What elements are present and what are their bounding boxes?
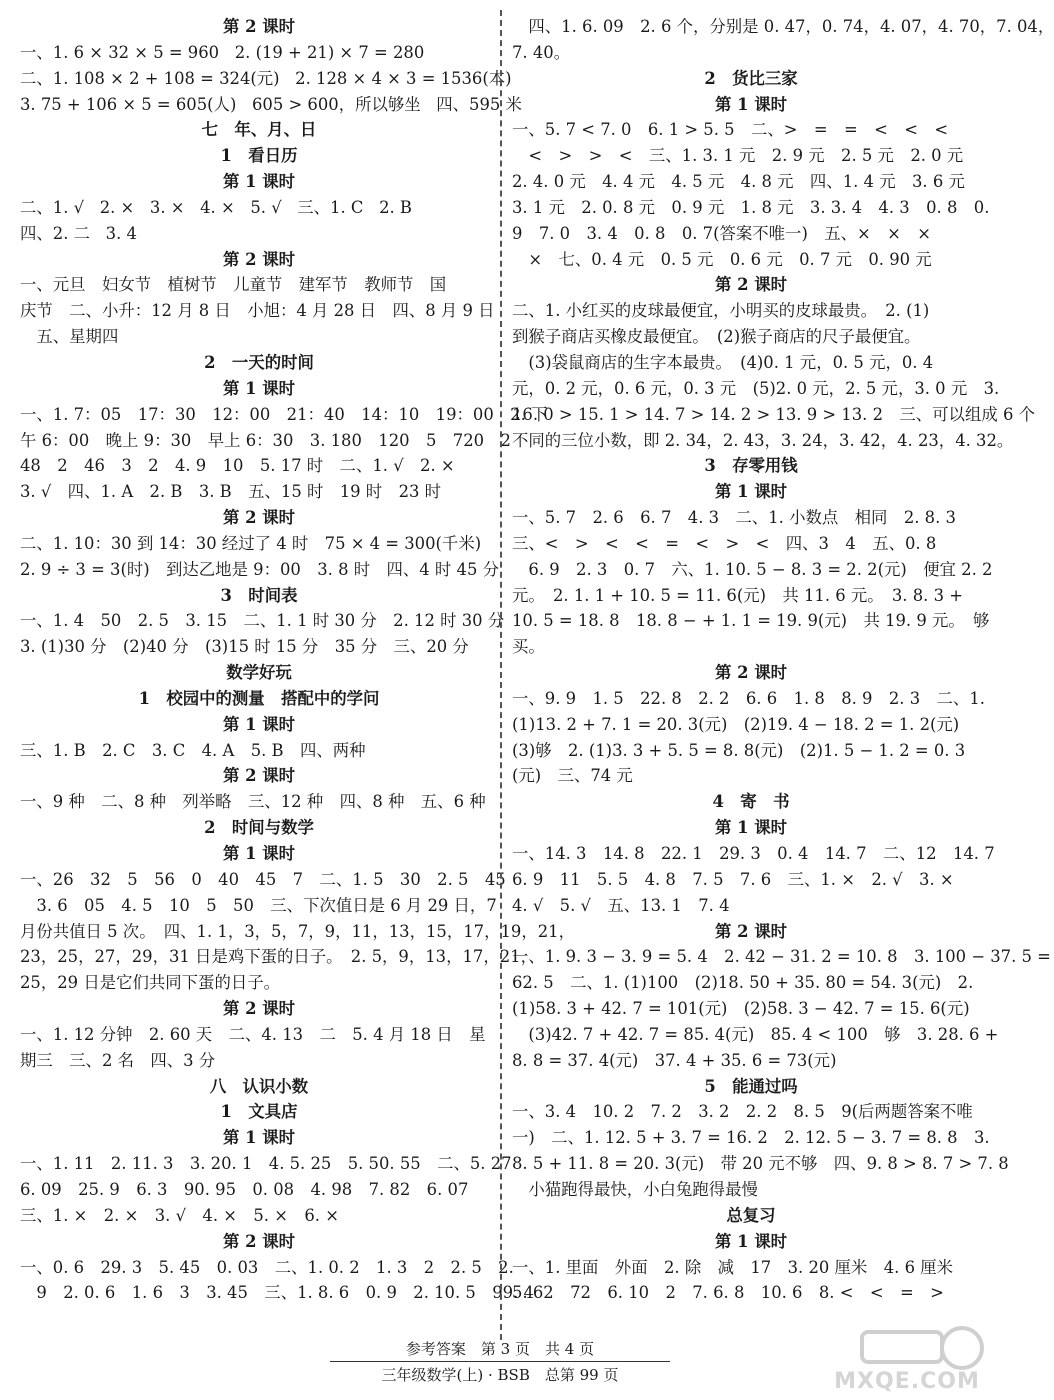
answer-line: 四、1. 6. 09 2. 6 个，分别是 0. 47，0. 74，4. 07，4. 70，7. 04， (512, 17, 1054, 36)
answer-line: 一、3. 4 10. 2 7. 2 3. 2 2. 2 8. 5 9(后两题答案不唯 (512, 1102, 973, 1122)
answer-line: 8. 8 = 37. 4(元) 37. 4 + 35. 6 = 73(元) (512, 1050, 837, 1070)
answer-line: 二、1. 10：30 到 14：30 经过了 4 时 75 × 4 = 300(千米) (20, 533, 482, 553)
answer-line: < > > < 三、1. 3. 1 元 2. 9 元 2. 5 元 2. 0 元 (512, 146, 964, 166)
answer-line: 62. 5 二、1. (1)100 (2)18. 50 + 35. 80 = 54. 3(元) 2. (512, 973, 974, 993)
section-heading: 1 校园中的测量 搭配中的学问 (138, 688, 380, 708)
section-heading: 第 2 课时 (715, 663, 787, 683)
answer-line: 9 7. 0 3. 4 0. 8 0. 7(答案不唯一) 五、× × × (512, 223, 931, 243)
column-divider (500, 10, 502, 1340)
page-footer-subtitle: 三年级数学(上) · BSB 总第 99 页 (381, 1366, 619, 1384)
answer-line: 四、2. 二 3. 4 (20, 223, 137, 243)
answer-line: 3. 1 元 2. 0. 8 元 0. 9 元 1. 8 元 3. 3. 4 4. 3 0. 8 0. (512, 197, 990, 217)
section-heading: 1 文具店 (220, 1102, 298, 1122)
answer-line: (3)袋鼠商店的生字本最贵。 (4)0. 1 元，0. 5 元，0. 4 (512, 352, 934, 372)
answer-line: (元) 三、74 元 (512, 766, 633, 786)
watermark-logo (822, 1324, 992, 1394)
section-heading: 第 2 课时 (223, 1231, 295, 1251)
answer-line: 元。 2. 1. 1 + 10. 5 = 11. 6(元) 共 11. 6 元。 3. 8. 3 + (512, 585, 963, 605)
answer-line: (3)42. 7 + 42. 7 = 85. 4(元) 85. 4 < 100 够 3. 28. 6 + (512, 1024, 999, 1044)
answer-line: 三、< > < < = < > < 四、3 4 五、0. 8 (512, 533, 937, 553)
section-heading: 七 年、月、日 (201, 120, 317, 140)
section-heading: 第 1 课时 (223, 1128, 295, 1148)
section-heading: 第 2 课时 (223, 999, 295, 1019)
answer-line: 一、1. 7：05 17：30 12：00 21：40 14：10 19：00 2. 下 (20, 404, 548, 424)
answer-line: 一、5. 7 < 7. 0 6. 1 > 5. 5 二、> = = < < < (512, 120, 949, 140)
answer-line: 庆节 二、小升：12 月 8 日 小旭：4 月 28 日 四、8 月 9 日 (20, 301, 495, 321)
section-heading: 第 1 课时 (715, 818, 787, 838)
answer-line: 一、14. 3 14. 8 22. 1 29. 3 0. 4 14. 7 二、12 14. 7 (512, 844, 995, 863)
answer-line: 2. 4. 0 元 4. 4 元 4. 5 元 4. 8 元 四、1. 4 元 3. 6 元 (512, 172, 965, 192)
answer-line: 买。 (512, 637, 545, 657)
answer-line: 23，25，27，29，31 日是鸡下蛋的日子。 2. 5，9，13，17，21， (20, 947, 537, 967)
answer-line: 3. (1)30 分 (2)40 分 (3)15 时 15 分 35 分 三、20 分 (20, 637, 469, 657)
watermark-text: MXQE.COM (834, 1369, 980, 1394)
section-heading: 第 1 课时 (223, 844, 295, 863)
section-heading: 第 1 课时 (223, 714, 295, 734)
answer-line: 一、1. 9. 3 − 3. 9 = 5. 4 2. 42 − 31. 2 = 10. 8 3. 100 − 37. 5 = (512, 947, 1051, 967)
answer-line: 25，29 日是它们共同下蛋的日子。 (20, 973, 281, 993)
answer-line: 3. 75 + 106 × 5 = 605(人) 605 > 600，所以够坐 四、595 米 (20, 94, 522, 114)
answer-line: 五、星期四 (20, 327, 119, 347)
answer-line: 不同的三位小数，即 2. 34，2. 43，3. 24，3. 42，4. 23，4. 32。 (512, 430, 1014, 450)
answer-line: 三、1. B 2. C 3. C 4. A 5. B 四、两种 (20, 740, 366, 760)
answer-line: 月份共值日 5 次。 四、1. 1，3，5，7，9，11，13，15，17，19，21， (20, 921, 575, 941)
answer-line: 9 2. 0. 6 1. 6 3 3. 45 三、1. 8. 6 0. 9 2. 10. 5 99. 4 (20, 1283, 534, 1303)
answer-line: 6. 9 11 5. 5 4. 8 7. 5 7. 6 三、1. × 2. √ 3. × (512, 869, 954, 889)
answer-line: 三、1. × 2. × 3. √ 4. × 5. × 6. × (20, 1205, 339, 1225)
answer-line: × 七、0. 4 元 0. 5 元 0. 6 元 0. 7 元 0. 90 元 (512, 249, 932, 269)
answer-line: 2. 9 ÷ 3 = 3(时) 到达乙地是 9：00 3. 8 时 四、4 时 45 分 (20, 559, 499, 579)
section-heading: 2 一天的时间 (204, 352, 314, 372)
answer-line: 一、0. 6 29. 3 5. 45 0. 03 二、1. 0. 2 1. 3 2 2. 5 2. (20, 1257, 514, 1277)
answer-line: 一、1. 里面 外面 2. 除 减 17 3. 20 厘米 4. 6 厘米 (512, 1257, 953, 1277)
answer-line: 一、1. 11 2. 11. 3 3. 20. 1 4. 5. 25 5. 50. 55 二、5. 27 (20, 1154, 512, 1174)
answer-line: 一、9 种 二、8 种 列举略 三、12 种 四、8 种 五、6 种 (20, 792, 486, 812)
answer-line: 4. √ 5. √ 五、13. 1 7. 4 (512, 895, 730, 915)
answer-line: 二、1. 108 × 2 + 108 = 324(元) 2. 128 × 4 × 3 = 1536(本) (20, 68, 512, 88)
section-heading: 第 1 课时 (715, 1231, 787, 1251)
answer-line: 到猴子商店买橡皮最便宜。 (2)猴子商店的尺子最便宜。 (512, 327, 921, 347)
section-heading: 总复习 (726, 1205, 776, 1225)
footer-rule (330, 1361, 670, 1362)
section-heading: 第 2 课时 (223, 766, 295, 786)
section-heading: 1 看日历 (220, 146, 298, 166)
section-heading: 第 2 课时 (715, 275, 787, 295)
answer-line: 小猫跑得最快，小白兔跑得最慢 (512, 1179, 758, 1199)
section-heading: 3 时间表 (220, 585, 298, 605)
section-heading: 第 2 课时 (223, 508, 295, 528)
answer-line: (3)够 2. (1)3. 3 + 5. 5 = 8. 8(元) (2)1. 5 − 1. 2 = 0. 3 (512, 740, 966, 760)
answer-line: 6. 09 25. 9 6. 3 90. 95 0. 08 4. 98 7. 82 6. 07 (20, 1179, 469, 1199)
section-heading: 2 时间与数学 (204, 818, 314, 838)
answer-line: 8. 5 + 11. 8 = 20. 3(元) 带 20 元不够 四、9. 8 > 8. 7 > 7. 8 (512, 1154, 1009, 1174)
answer-line: 二、1. √ 2. × 3. × 4. × 5. √ 三、1. C 2. B (20, 197, 412, 217)
answer-line: 7. 40。 (512, 42, 571, 62)
section-heading: 4 寄 书 (712, 792, 790, 812)
section-heading: 八 认识小数 (209, 1076, 309, 1096)
answer-line: 10. 5 = 18. 8 18. 8 − + 1. 1 = 19. 9(元) 共 19. 9 元。 够 (512, 611, 990, 631)
answer-line: 3. √ 四、1. A 2. B 3. B 五、15 时 19 时 23 时 (20, 482, 442, 502)
answer-line: 48 2 46 3 2 4. 9 10 5. 17 时 二、1. √ 2. × (20, 456, 455, 476)
section-heading: 3 存零用钱 (704, 456, 798, 476)
section-heading: 第 1 课时 (715, 94, 787, 114)
section-heading: 第 1 课时 (715, 482, 787, 502)
section-heading: 5 能通过吗 (704, 1076, 798, 1096)
answer-line: 元，0. 2 元，0. 6 元，0. 3 元 (5)2. 0 元，2. 5 元，3. 0 元 3. (512, 378, 1000, 398)
answer-line: 期三 三、2 名 四、3 分 (20, 1050, 216, 1070)
answer-line: 一、元旦 妇女节 植树节 儿童节 建军节 教师节 国 (20, 275, 447, 295)
answer-line: 3. 6 05 4. 5 10 5 50 三、下次值日是 6 月 29 日，7 (20, 895, 497, 915)
answer-line: 一、9. 9 1. 5 22. 8 2. 2 6. 6 1. 8 8. 9 2. 3 二、1. (512, 688, 985, 708)
answer-line: 一、5. 7 2. 6 6. 7 4. 3 二、1. 小数点 相同 2. 8. 3 (512, 508, 956, 528)
answer-line: 一、1. 6 × 32 × 5 = 960 2. (19 + 21) × 7 = 280 (20, 42, 425, 62)
answer-line: 午 6：00 晚上 9：30 早上 6：30 3. 180 120 5 720 2 (20, 430, 511, 450)
answer-line: 一、1. 4 50 2. 5 3. 15 二、1. 1 时 30 分 2. 12 时 30 分 (20, 611, 505, 631)
answer-line: 一、26 32 5 56 0 40 45 7 二、1. 5 30 2. 5 45 (20, 869, 506, 889)
answer-line: 一、1. 12 分钟 2. 60 天 二、4. 13 二 5. 4 月 18 日 星 (20, 1024, 486, 1044)
right-column (512, 14, 1054, 1306)
page-footer-title: 参考答案 第 3 页 共 4 页 (405, 1340, 595, 1358)
answer-line: 6. 9 2. 3 0. 7 六、1. 10. 5 − 8. 3 = 2. 2(元) 便宜 2. 2 (512, 559, 993, 579)
section-heading: 第 1 课时 (223, 172, 295, 192)
answer-line: 二、1. 小红买的皮球最便宜，小明买的皮球最贵。 2. (1) (512, 301, 930, 321)
section-heading: 第 2 课时 (223, 249, 295, 269)
section-heading: 数学好玩 (226, 663, 292, 683)
answer-line: 5. 62 72 6. 10 2 7. 6. 8 10. 6 8. < < = > (512, 1283, 944, 1303)
section-heading: 2 货比三家 (704, 68, 798, 88)
section-heading: 第 2 课时 (715, 921, 787, 941)
section-heading: 第 1 课时 (223, 378, 295, 398)
answer-line: 一) 二、1. 12. 5 + 3. 7 = 16. 2 2. 12. 5 − 3. 7 = 8. 8 3. (512, 1128, 990, 1148)
answer-line: (1)13. 2 + 7. 1 = 20. 3(元) (2)19. 4 − 18. 2 = 1. 2(元) (512, 714, 960, 734)
answer-line: (1)58. 3 + 42. 7 = 101(元) (2)58. 3 − 42. 7 = 15. 6(元) (512, 999, 970, 1019)
section-heading: 第 2 课时 (223, 17, 295, 36)
answer-line: 16. 0 > 15. 1 > 14. 7 > 14. 2 > 13. 9 > 13. 2 三、可以组成 6 个 (512, 404, 1035, 424)
